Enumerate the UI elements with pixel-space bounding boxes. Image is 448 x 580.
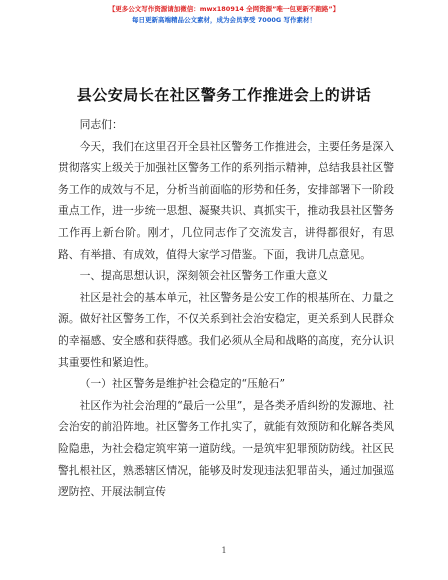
document-body [58, 114, 394, 503]
section-heading-1: 一、提高思想认识，深刻领会社区警务工作重大意义 [79, 269, 328, 283]
paragraph-section-1: 社区是社会的基本单元，社区警务是公安工作的根基所在、力量之源。做好社区警务工作，不仅关系到社会治安稳定，更关系到人民群众的幸福感、安全感和获得感。我们必须从全局和战略的高度，充分认识其重要性和紧迫性。 [58, 290, 394, 369]
promo-banner-line2: 每日更新高端精品公文素材，成为会员享受 7000G 写作素材！ [132, 16, 316, 24]
document-title: 县公安局长在社区警务工作推进会上的讲话 [76, 86, 372, 104]
page-number: 1 [221, 546, 227, 555]
paragraph-subsection-1: 社区作为社会治理的“最后一公里”，是各类矛盾纠纷的发源地、社会治安的前沿阵地。社区警务工作扎实了，就能有效预防和化解各类风险隐患，为社会稳定筑牢第一道防线。一是筑牢犯罪预防防线。社区民警扎根社区，熟悉辖区情况，能够及时发现违法犯罪苗头，通过加强巡逻防控、开展法制宣传 [58, 398, 394, 499]
promo-banner-line1: 【更多公文写作资源请加微信：mwx180914 全网资源”唯一包更新不跑路”】 [108, 5, 340, 13]
salutation: 同志们： [79, 118, 123, 131]
promo-banner [0, 4, 448, 26]
subsection-heading-1: （一）社区警务是维护社会稳定的“压舱石” [79, 377, 285, 391]
paragraph-intro: 今天，我们在这里召开全县社区警务工作推进会，主要任务是深入贯彻落实上级关于加强社区警务工作的系列指示精神，总结我县社区警务工作的成效与不足，分析当前面临的形势和任务，安排部署下一阶段重点工作，进一步统一思想、凝聚共识、真抓实干，推动我县社区警务工作再上新台阶。刚才，几位同志作了交流发言，讲得都很好，有思路、有举措、有成效，值得大家学习借鉴。下面，我讲几点意见。 [58, 139, 394, 261]
